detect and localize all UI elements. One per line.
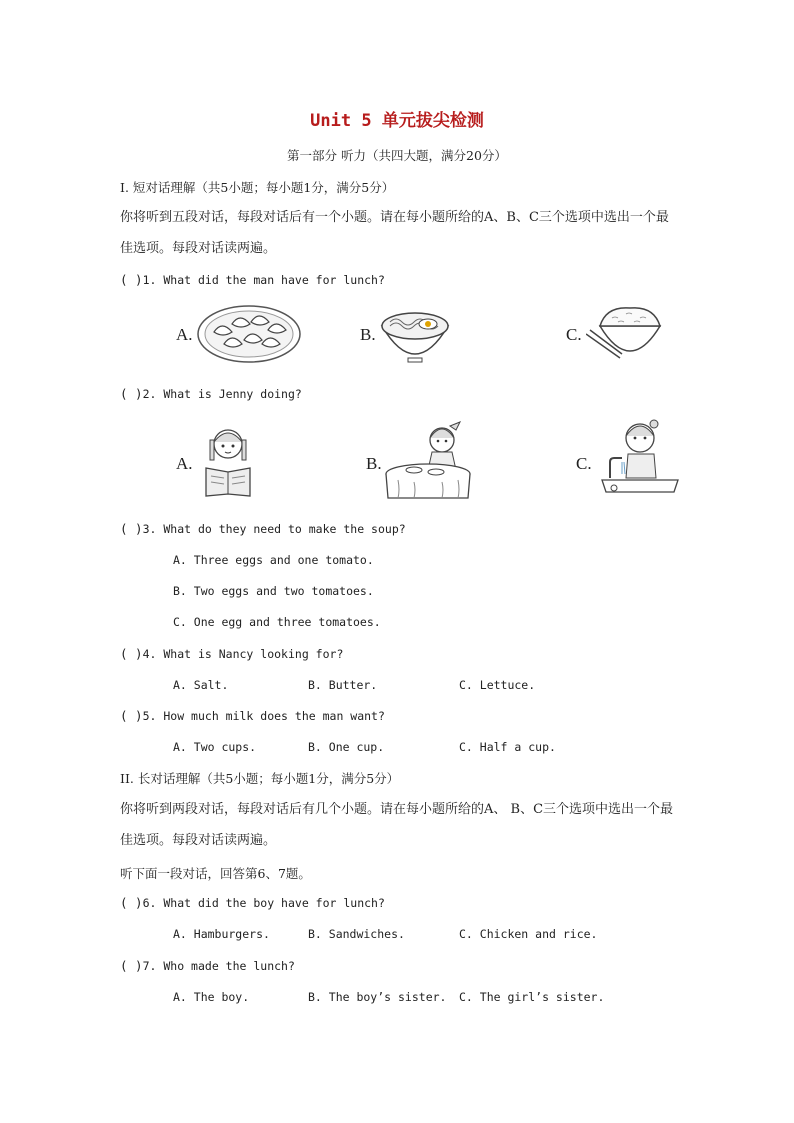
option-letter-a: A. [176,325,193,344]
section-1-instructions: 你将听到五段对话，每段对话后有一个小题。请在每小题所给的A、B、C三个选项中选出一个最佳选项。每段对话读两遍。 [120,210,669,256]
girl-washing-icon[interactable] [600,418,680,500]
option-c[interactable]: C. Chicken and rice. [459,927,598,941]
answer-blank[interactable]: ( ) [120,521,143,536]
option-c[interactable]: C. The girl’s sister. [459,990,605,1004]
question-stem: 5. How much milk does the man want? [142,709,385,723]
page-title: Unit 5 单元拔尖检测 [310,111,484,131]
option-a[interactable]: A. The boy. [173,990,250,1004]
option-a[interactable]: A. Two cups. [173,740,257,754]
question-6 [120,895,385,910]
answer-blank[interactable]: ( ) [120,272,143,287]
question-stem: 4. What is Nancy looking for? [142,647,344,661]
question-2 [120,386,302,401]
dumplings-plate-icon[interactable] [196,302,302,364]
answer-blank[interactable]: ( ) [120,646,143,661]
option-c[interactable]: C. One egg and three tomatoes. [173,615,381,629]
section-2-heading: II. 长对话理解（共5小题；每小题1分，满分5分） [120,771,400,786]
option-a[interactable]: A. Three eggs and one tomato. [173,553,374,567]
option-b[interactable]: B. Butter. [308,678,378,692]
question-stem: 6. What did the boy have for lunch? [142,896,385,910]
question-7 [120,958,295,973]
girl-reading-icon[interactable] [200,424,256,498]
option-a[interactable]: A. Hamburgers. [173,927,270,941]
option-letter-b: B. [366,454,382,473]
option-letter-a: A. [176,454,193,473]
question-5 [120,708,385,723]
answer-blank[interactable]: ( ) [120,895,143,910]
section-2-instructions: 你将听到两段对话，每段对话后有几个小题。请在每小题所给的A、 B、C三个选项中选出一个最佳选项。每段对话读两遍。 [120,802,674,848]
girl-eating-icon[interactable] [384,420,476,502]
noodle-bowl-icon[interactable] [378,302,452,364]
answer-blank[interactable]: ( ) [120,958,143,973]
answer-blank[interactable]: ( ) [120,386,143,401]
option-c[interactable]: C. Half a cup. [459,740,556,754]
sub-instruction: 听下面一段对话，回答第6、7题。 [120,866,311,881]
section-1-heading: I. 短对话理解（共5小题；每小题1分，满分5分） [120,180,395,195]
option-letter-c: C. [576,454,592,473]
question-stem: 2. What is Jenny doing? [142,387,302,401]
question-3 [120,521,406,536]
option-c[interactable]: C. Lettuce. [459,678,536,692]
option-letter-c: C. [566,325,582,344]
part-heading: 第一部分 听力（共四大题，满分20分） [287,148,507,163]
question-stem: 1. What did the man have for lunch? [142,273,385,287]
question-4 [120,646,343,661]
option-a[interactable]: A. Salt. [173,678,229,692]
option-b[interactable]: B. Sandwiches. [308,927,405,941]
question-stem: 3. What do they need to make the soup? [142,522,406,536]
option-letter-b: B. [360,325,376,344]
question-1 [120,272,385,287]
question-stem: 7. Who made the lunch? [142,959,295,973]
option-b[interactable]: B. Two eggs and two tomatoes. [173,584,374,598]
rice-bowl-icon[interactable] [586,300,662,364]
answer-blank[interactable]: ( ) [120,708,143,723]
option-b[interactable]: B. The boy’s sister. [308,990,447,1004]
option-b[interactable]: B. One cup. [308,740,385,754]
